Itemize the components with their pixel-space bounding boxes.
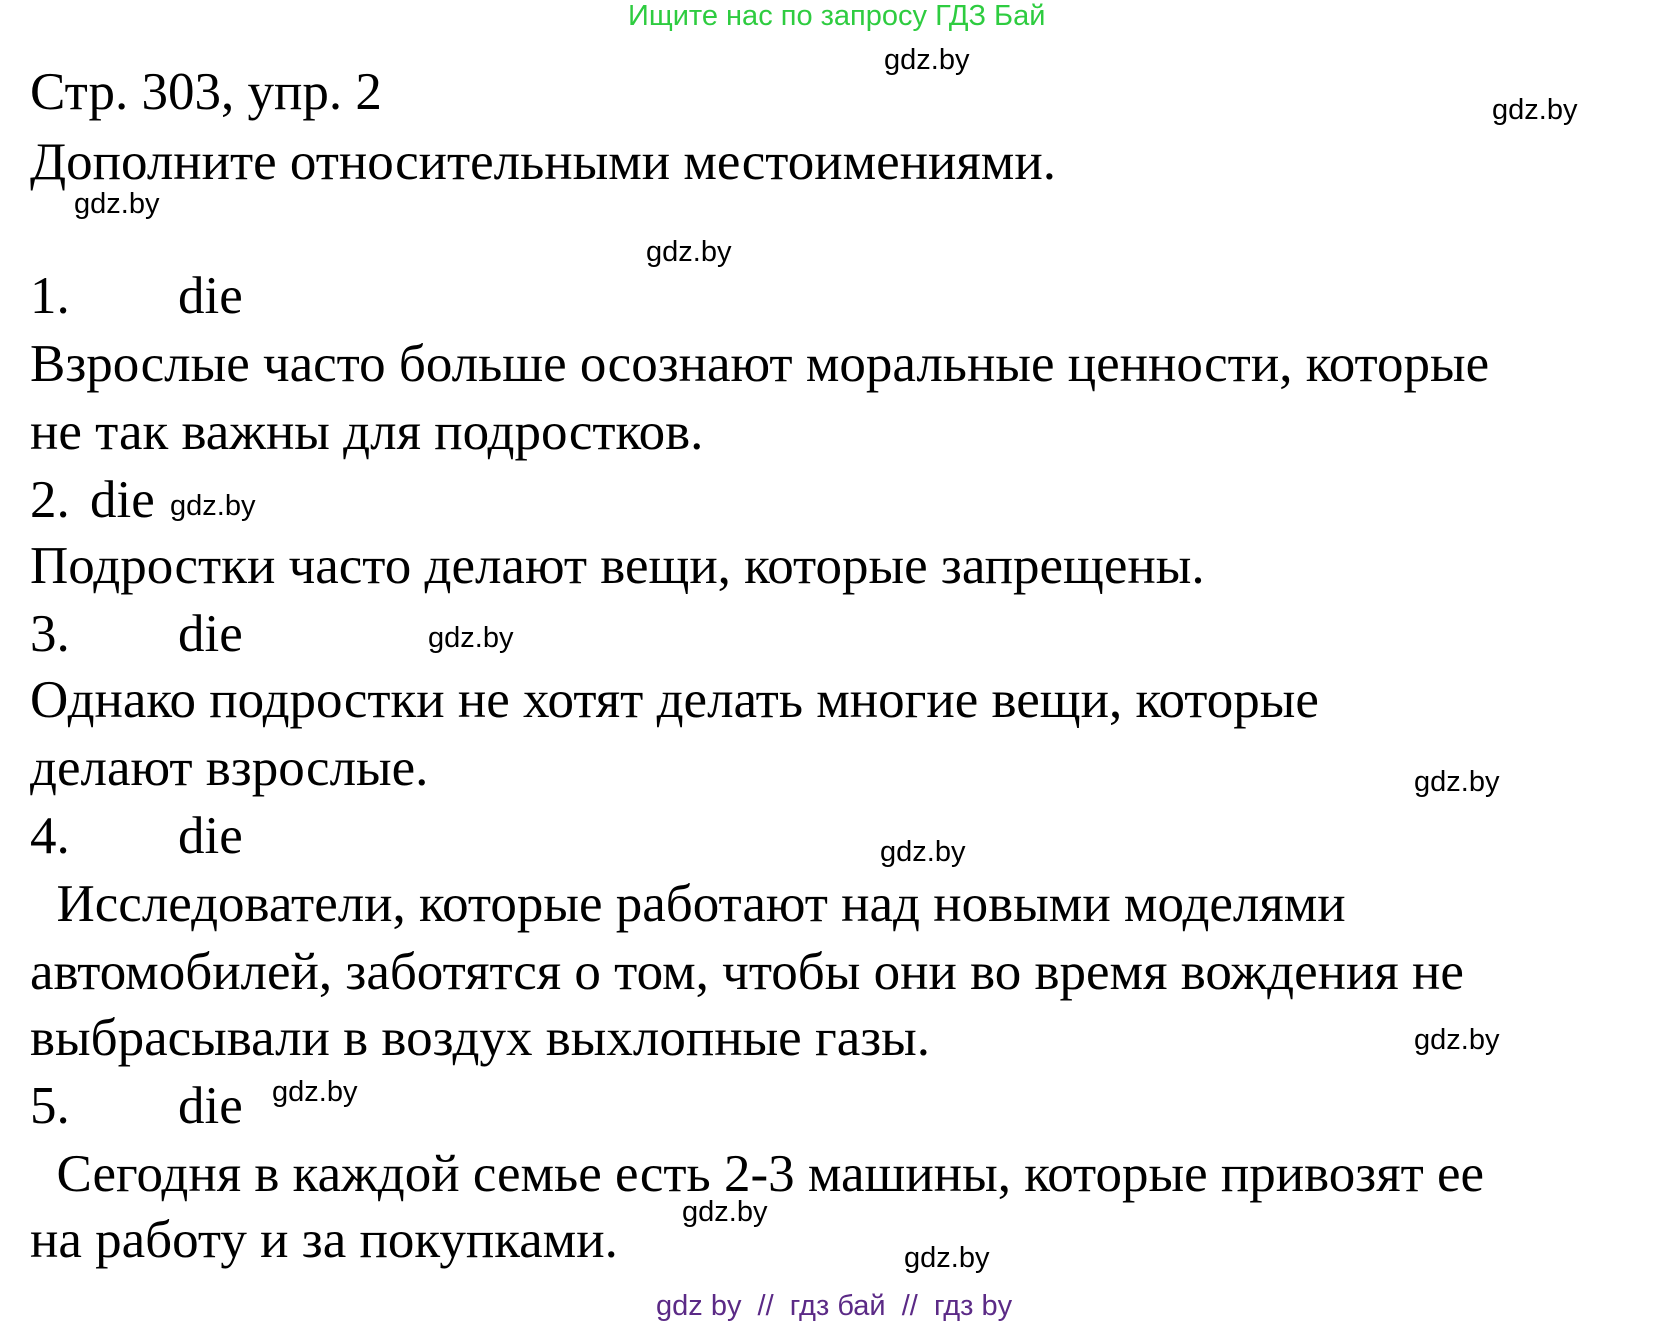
item-4-number: 4. — [30, 807, 70, 865]
item-5-answer: die — [178, 1077, 243, 1135]
item-3-line-2: делают взрослые. — [30, 739, 429, 797]
item-1-number: 1. — [30, 267, 70, 325]
watermark: gdz.by — [74, 188, 160, 220]
item-4-answer: die — [178, 807, 243, 865]
item-4-line-3: выбрасывали в воздух выхлопные газы. — [30, 1009, 931, 1067]
watermark: gdz.by — [428, 622, 514, 654]
watermark: gdz.by — [1414, 766, 1500, 798]
item-3-number: 3. — [30, 605, 70, 663]
item-3-line-1: Однако подростки не хотят делать многие вещи, которые — [30, 671, 1319, 729]
item-4-line-2: автомобилей, заботятся о том, чтобы они во время вождения не — [30, 943, 1464, 1001]
item-1-line-1: Взрослые часто больше осознают моральные ценности, которые — [30, 335, 1490, 393]
footer-links: gdz by // гдз бай // гдз by — [656, 1290, 1013, 1322]
item-5-line-2: на работу и за покупками. — [30, 1211, 618, 1269]
item-5-number: 5. — [30, 1077, 70, 1135]
watermark: gdz.by — [682, 1196, 768, 1228]
item-3-answer: die — [178, 605, 243, 663]
item-2-answer: die — [90, 471, 155, 529]
header-banner: Ищите нас по запросу ГДЗ Бай — [628, 0, 1046, 32]
watermark: gdz.by — [1492, 94, 1578, 126]
watermark: gdz.by — [884, 44, 970, 76]
instruction-text: Дополните относительными местоимениями. — [30, 133, 1056, 191]
item-1-line-2: не так важны для подростков. — [30, 403, 704, 461]
page-title: Стр. 303, упр. 2 — [30, 63, 382, 121]
watermark: gdz.by — [1414, 1024, 1500, 1056]
watermark: gdz.by — [646, 236, 732, 268]
item-1-answer: die — [178, 267, 243, 325]
item-5-line-1: Сегодня в каждой семье есть 2-3 машины, которые привозят ее — [30, 1145, 1485, 1203]
item-2-number: 2. — [30, 471, 70, 529]
watermark: gdz.by — [272, 1076, 358, 1108]
item-4-line-1: Исследователи, которые работают над новыми моделями — [30, 875, 1346, 933]
watermark: gdz.by — [880, 836, 966, 868]
watermark: gdz.by — [904, 1242, 990, 1274]
item-2-line-1: Подростки часто делают вещи, которые запрещены. — [30, 537, 1205, 595]
watermark: gdz.by — [170, 490, 256, 522]
